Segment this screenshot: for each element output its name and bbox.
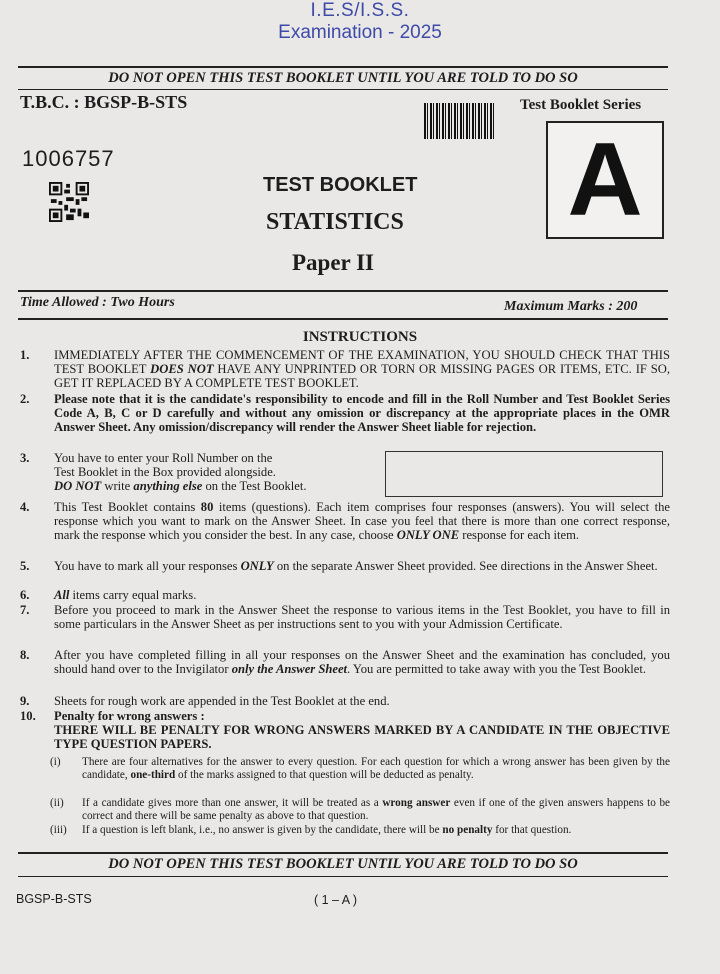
instruction-number: 8. (20, 648, 30, 662)
instruction-number: 5. (20, 559, 30, 573)
booklet-title: TEST BOOKLET (263, 174, 418, 196)
instruction-5: 5. You have to mark all your responses ONLY on the separate Answer Sheet provided. See directions in the Answer Sheet. (20, 559, 658, 573)
tbc-code: T.B.C. : BGSP-B-STS (20, 92, 188, 112)
instructions-title: INSTRUCTIONS (302, 329, 418, 345)
bottom-rule-2 (18, 876, 668, 877)
instruction-10: 10. Penalty for wrong answers : THERE WILL BE PENALTY FOR WRONG ANSWERS MARKED BY A CANDIDATE IN THE OBJECTIVE TYPE QUESTION PAPERS. (20, 709, 670, 752)
serial-number: 1006757 (22, 146, 115, 171)
instruction-3: 3. You have to enter your Roll Number on the Test Booklet in the Box provided alongside. DO NOT write anything else on the Test Booklet. (20, 451, 307, 494)
series-letter: A (567, 122, 643, 238)
series-label: Test Booklet Series (520, 97, 642, 113)
time-allowed: Time Allowed : Two Hours (20, 295, 175, 310)
qr-code-icon (48, 182, 90, 222)
instruction-9: 9. Sheets for rough work are appended in the Test Booklet at the end. (20, 694, 390, 708)
instruction-2: 2. Please note that it is the candidate's responsibility to encode and fill in the Roll Number and Test Booklet Series Code A, B, C or D carefully and without any omission or discrepancy at the appropriate places in the OMR Answer Sheet. Any omission/discrepancy will render the Answer Sheet liable for rejection. (20, 392, 670, 435)
warning-top: DO NOT OPEN THIS TEST BOOKLET UNTIL YOU ARE TOLD TO DO SO (108, 70, 578, 86)
subject-title: STATISTICS (266, 209, 404, 235)
series-box (546, 121, 664, 239)
roll-number-box (385, 451, 663, 497)
instruction-6: 6. All items carry equal marks. (20, 588, 197, 602)
page-number: ( 1 – A ) (314, 893, 358, 907)
instruction-8: 8. After you have completed filling in all your responses on the Answer Sheet and the examination has concluded, you should hand over to the Invigilator only the Answer Sheet. You are permitted to take away with you the Test Booklet. (20, 648, 670, 677)
instruction-4: 4. This Test Booklet contains 80 items (questions). Each item comprises four responses (answers). You will select the response which you want to mark on the Answer Sheet. In case you feel that there is more than one correct response, mark the response which you consider the best. In any case, choose ONLY ONE response for each item. (20, 500, 671, 543)
exam-stamp-line2: Examination - 2025 (278, 22, 442, 43)
instruction-number: 9. (20, 694, 30, 708)
time-rule-bottom (18, 318, 668, 320)
top-rule (18, 66, 668, 68)
exam-stamp-line1: I.E.S/I.S.S. (310, 0, 410, 21)
penalty-number: (i) (50, 756, 61, 768)
instruction-number: 2. (20, 392, 30, 406)
penalty-rule-3: (iii) If a question is left blank, i.e., no answer is given by the candidate, there will be no penalty for that question. (50, 824, 572, 836)
footer-code: BGSP-B-STS (16, 892, 92, 906)
penalty-rule-1: (i) There are four alternatives for the answer to every question. For each question for which a wrong answer has been given by the candidate, one-third of the marks assigned to that question will be deducted as penalty. (50, 756, 670, 781)
instruction-number: 1. (20, 348, 30, 362)
maximum-marks: Maximum Marks : 200 (504, 299, 638, 314)
time-rule-top (18, 290, 668, 292)
barcode-image (424, 103, 494, 139)
instruction-number: 6. (20, 588, 30, 602)
instruction-7: 7. Before you proceed to mark in the Answer Sheet the response to various items in the Test Booklet, you have to fill in some particulars in the Answer Sheet as per instructions sent to you with your Admission Certificate. (20, 603, 670, 632)
penalty-number: (ii) (50, 797, 64, 809)
instruction-number: 7. (20, 603, 30, 617)
bottom-rule (18, 852, 668, 854)
penalty-number: (iii) (50, 824, 67, 836)
top-rule-2 (18, 89, 668, 90)
instruction-1: 1. IMMEDIATELY AFTER THE COMMENCEMENT OF THE EXAMINATION, YOU SHOULD CHECK THAT THIS TEST BOOKLET DOES NOT HAVE ANY UNPRINTED OR TORN OR MISSING PAGES OR ITEMS, ETC. IF SO, GET IT REPLACED BY A COMPLETE TEST BOOKLET. (20, 348, 671, 391)
instruction-number: 4. (20, 500, 30, 514)
instruction-number: 10. (20, 709, 36, 723)
instruction-number: 3. (20, 451, 30, 465)
warning-bottom: DO NOT OPEN THIS TEST BOOKLET UNTIL YOU ARE TOLD TO DO SO (108, 856, 578, 872)
paper-title: Paper II (292, 250, 374, 275)
penalty-rule-2: (ii) If a candidate gives more than one answer, it will be treated as a wrong answer even if one of the given answers happens to be correct and there will be same penalty as above to that question. (50, 797, 671, 822)
